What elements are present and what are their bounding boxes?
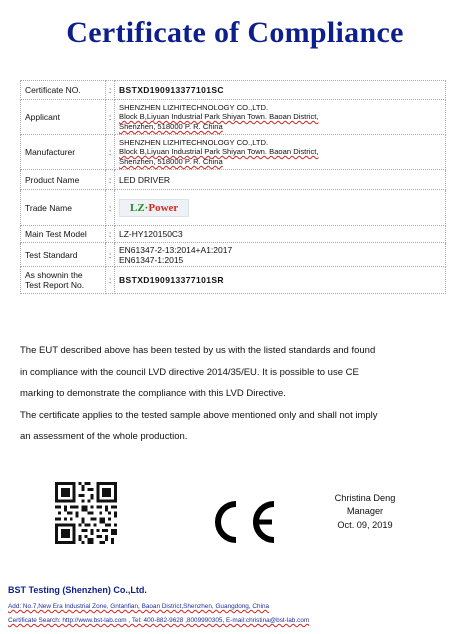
footer-search[interactable]: Certificate Search: http://www.bst-lab.com , Tel: 400-882-9628 ,8009990305, E-mail:christina@bst-lab.com (8, 617, 310, 624)
manufacturer-company: SHENZHEN LIZHITECHNOLOGY CO.,LTD. (119, 137, 269, 147)
manufacturer-city: Shenzhen, 518000 P. R. China (119, 156, 223, 166)
value-applicant (115, 100, 446, 135)
signer-title: Manager (346, 506, 384, 517)
value-manufacturer (115, 135, 446, 170)
colon: : (106, 100, 115, 135)
statement-line-4: The certificate applies to the tested sample above mentioned only and shall not imply (20, 409, 378, 421)
value-certificate-no: BSTXD190913377101SC (115, 81, 446, 100)
footer-address: Add: No.7,New Era Industrial Zone, Gntanfian, Baoan District,Shenzhen, Guangdong, China (8, 603, 270, 610)
row-trade-name (21, 190, 446, 226)
label-main-test-model: Main Test Model (21, 226, 106, 243)
applicant-address: Block B,Liyuan Industrial Park Shiyan Town. Baoan District, (119, 112, 319, 122)
value-test-standard (115, 243, 446, 267)
row-test-standard (21, 243, 446, 267)
value-product-name: LED DRIVER (115, 170, 446, 190)
brand-logo-power: Power (148, 201, 179, 214)
label-product-name: Product Name (21, 170, 106, 190)
label-trade-name: Trade Name (21, 190, 106, 226)
certificate-statement (20, 340, 450, 448)
colon: : (106, 81, 115, 100)
colon: : (106, 170, 115, 190)
certificate-title: Certificate of Compliance (66, 16, 404, 49)
label-applicant: Applicant (21, 100, 106, 135)
value-trade-name (115, 190, 446, 226)
statement-line-5: an assessment of the whole production. (20, 431, 188, 443)
value-test-report: BSTXD190913377101SR (115, 267, 446, 294)
label-test-standard: Test Standard (21, 243, 106, 267)
applicant-company: SHENZHEN LIZHITECHNOLOGY CO.,LTD. (119, 102, 269, 112)
colon: : (106, 135, 115, 170)
signer-name: Christina Deng (334, 493, 396, 503)
ce-mark-icon (200, 498, 280, 546)
signature-date: Oct. 09, 2019 (337, 519, 393, 530)
test-standard-2: EN61347-1:2015 (119, 254, 184, 265)
brand-logo (119, 199, 189, 217)
colon: : (106, 267, 115, 294)
statement-line-2: in compliance with the council LVD directive 2014/35/EU. It is possible to use CE (20, 366, 359, 378)
row-main-test-model (21, 226, 446, 243)
brand-logo-lz: LZ· (130, 201, 149, 214)
row-product-name (21, 170, 446, 190)
applicant-city: Shenzhen, 518000 P. R. China (119, 121, 223, 131)
label-test-report-line1: As shownin the (25, 270, 83, 280)
colon: : (106, 226, 115, 243)
row-certificate-no (21, 81, 446, 100)
row-test-report (21, 267, 446, 294)
label-manufacturer: Manufacturer (21, 135, 106, 170)
label-certificate-no: Certificate NO. (21, 81, 106, 100)
statement-line-1: The EUT described above has been tested by us with the listed standards and found (20, 345, 376, 356)
footer-company: BST Testing (Shenzhen) Co.,Ltd. (8, 585, 147, 595)
test-standard-1: EN61347-2-13:2014+A1:2017 (119, 244, 233, 255)
value-main-test-model: LZ-HY120150C3 (115, 226, 446, 243)
statement-line-3: marking to demonstrate the compliance with this LVD Directive. (20, 388, 286, 400)
row-applicant (21, 100, 446, 135)
label-test-report (21, 267, 106, 294)
colon: : (106, 190, 115, 226)
manufacturer-address: Block B,Liyuan Industrial Park Shiyan Town. Baoan District, (119, 147, 319, 157)
colon: : (106, 243, 115, 267)
certificate-info-table (20, 80, 446, 294)
qr-code-icon[interactable] (55, 482, 117, 544)
label-test-report-line2: Test Report No. (25, 280, 85, 290)
signature-block (300, 492, 430, 532)
row-manufacturer (21, 135, 446, 170)
